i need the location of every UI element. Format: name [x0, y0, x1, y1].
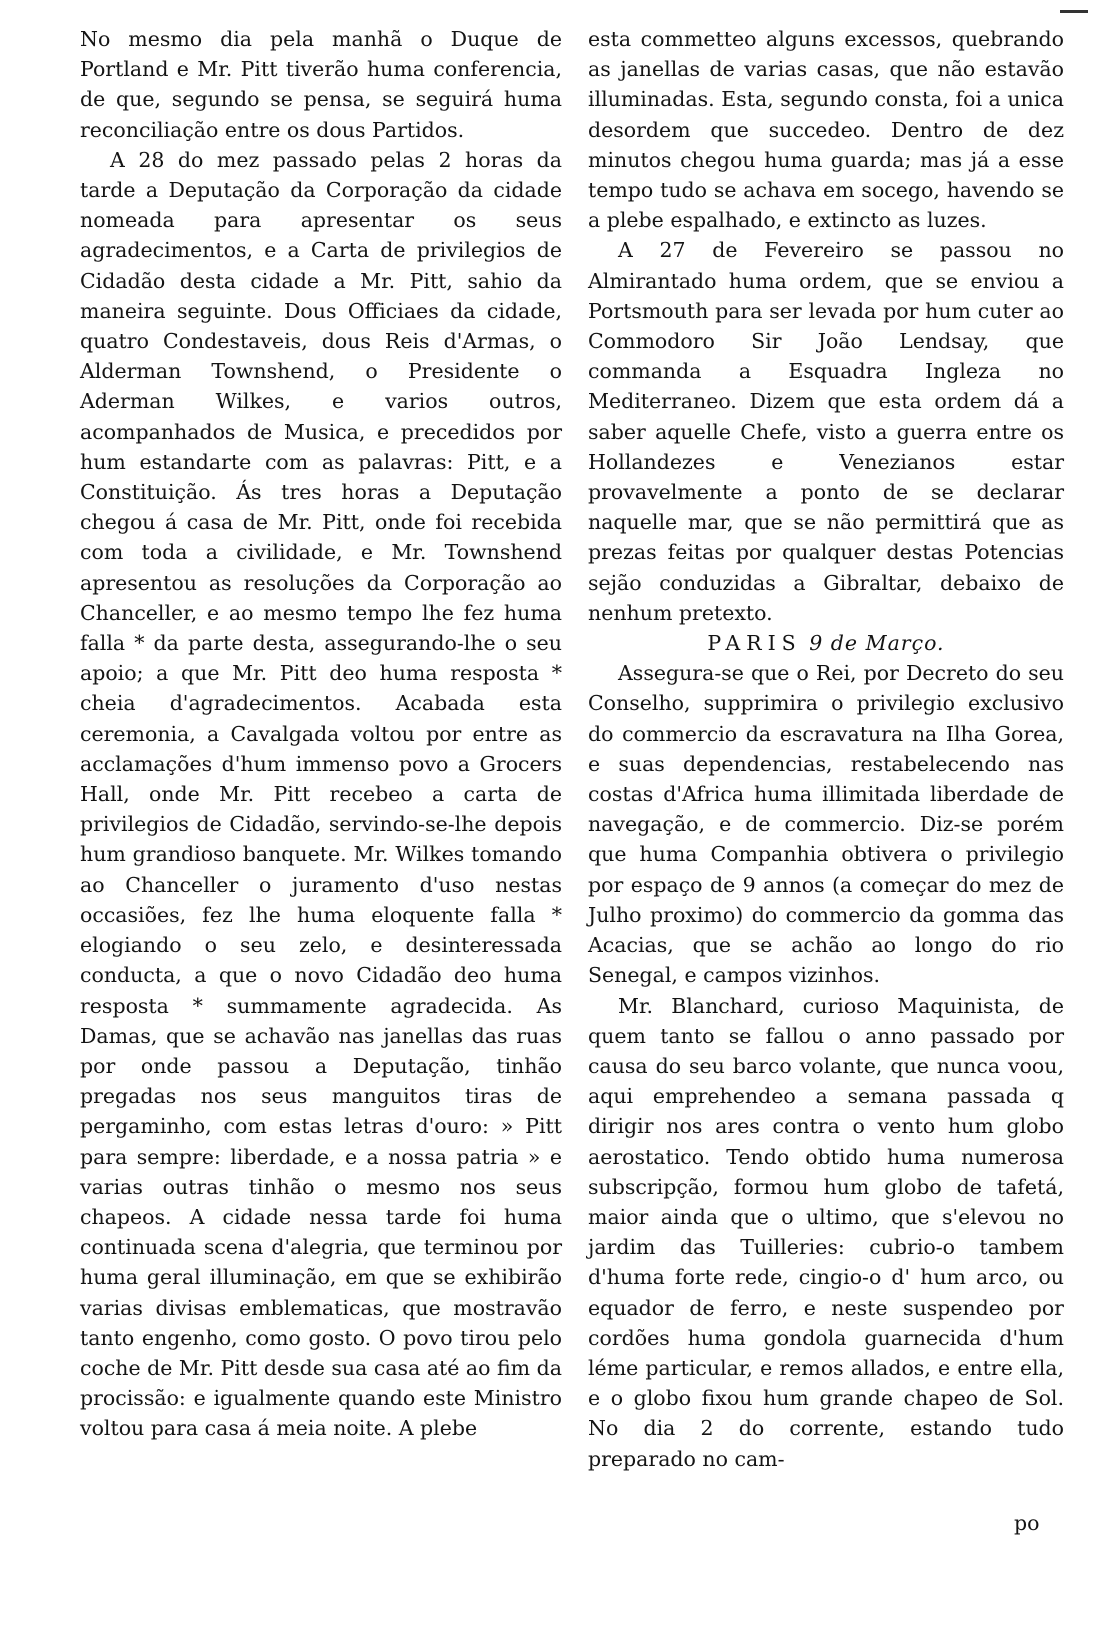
- right-paragraph-2: A 27 de Fevereiro se passou no Almirantado huma ordem, que se enviou a Portsmouth para ser levada por hum cuter ao Commodoro Sir João Lendsay, que commanda a Esquadra Ingleza no Mediterraneo. Dizem que esta ordem dá a saber aquelle Chefe, visto a guerra entre os Hollandezes e Venezianos estar provavelmente a ponto de se declarar naquelle mar, que se não permittirá que as prezas feitas por qualquer destas Potencias sejão conduzidas a Gibraltar, debaixo de nenhum pretexto.: [588, 238, 1064, 625]
- right-paragraph-3: Assegura-se que o Rei, por Decreto do seu Conselho, supprimira o privilegio exclusivo do commercio da escravatura na Ilha Gorea, e suas dependencias, restabelecendo nas costas d'Africa huma illimitada liberdade de navegação, e de commercio. Diz-se porém que huma Companhia obtivera o privilegio por espaço de 9 annos (a começar do mez de Julho proximo) do commercio da gomma das Acacias, que se achão ao longo do rio Senegal, e campos vizinhos.: [588, 661, 1064, 988]
- right-column: [588, 24, 1064, 1474]
- left-paragraph-2: A 28 do mez passado pelas 2 horas da tarde a Deputação da Corporação da cidade nomeada para apresentar os seus agradecimentos, e a Carta de privilegios de Cidadão desta cidade a Mr. Pitt, sahio da maneira seguinte. Dous Officiaes da cidade, quatro Condestaveis, dous Reis d'Armas, o Alderman Townshend, o Presidente o Aderman Wilkes, e varios outros, acompanhados de Musica, e precedidos por hum estandarte com as palavras: Pitt, e a Constituição. Ás tres horas a Deputação chegou á casa de Mr. Pitt, onde foi recebida com toda a civilidade, e Mr. Townshend apresentou as resoluções da Corporação ao Chanceller, e ao mesmo tempo lhe fez huma falla * da parte desta, assegurando-lhe o seu apoio; a que Mr. Pitt deo huma resposta * cheia d'agradecimentos. Acabada esta ceremonia, a Cavalgada voltou por entre as acclamações d'hum immenso povo a Grocers Hall, onde Mr. Pitt recebeo a carta de privilegios de Cidadão, servindo-se-lhe depois hum grandioso banquete. Mr. Wilkes tomando ao Chanceller o juramento d'uso nestas occasiões, fez lhe huma eloquente falla * elogiando o seu zelo, e desinteressada conducta, a que o novo Cidadão deo huma resposta * summamente agradecida. As Damas, que se achavão nas janellas das ruas por onde passou a Deputação, tinhão pregadas nos seus manguitos tiras de pergaminho, com estas letras d'ouro: » Pitt para sempre: liberdade, e a nossa patria » e varias outras tinhão o mesmo nos seus chapeos. A cidade nessa tarde foi huma continuada scena d'alegria, que terminou por huma geral illuminação, em que se exhibirão varias divisas emblematicas, que mostravão tanto engenho, como gosto. O povo tirou pelo coche de Mr. Pitt desde sua casa até ao fim da procissão: e igualmente quando este Ministro voltou para casa á meia noite. A plebe: [80, 147, 562, 1441]
- dateline: [588, 628, 1064, 658]
- dateline-date: 9 de Março.: [809, 631, 945, 656]
- left-column: [80, 24, 562, 1444]
- catchword: po: [1014, 1511, 1040, 1535]
- left-paragraph-1: No mesmo dia pela manhã o Duque de Portland e Mr. Pitt tiverão huma conferencia, de que, segundo se pensa, se seguirá huma reconciliação entre os dous Partidos.: [80, 27, 562, 142]
- right-paragraph-1: esta commetteo alguns excessos, quebrando as janellas de varias casas, que não estavão illuminadas. Esta, segundo consta, foi a unica desordem que succedeo. Dentro de dez minutos chegou huma guarda; mas já a esse tempo tudo se achava em socego, havendo se a plebe espalhado, e extincto as luzes.: [588, 27, 1064, 233]
- corner-print-mark: [1060, 10, 1088, 13]
- dateline-place: PARIS: [707, 631, 802, 656]
- right-paragraph-4: Mr. Blanchard, curioso Maquinista, de quem tanto se fallou o anno passado por causa do seu barco volante, que nunca voou, aqui emprehendeo a semana passada q dirigir nos ares contra o vento hum globo aerostatico. Tendo obtido huma numerosa subscripção, formou hum globo de tafetá, maior ainda que o ultimo, que s'elevou no jardim das Tuilleries: cubrio-o tambem d'huma forte rede, cingio-o d' hum arco, ou equador de ferro, e neste suspendeo por cordões huma gondola guarnecida d'hum léme particular, e remos allados, e entre ella, e o globo fixou hum grande chapeo de Sol. No dia 2 do corrente, estando tudo preparado no cam-: [588, 993, 1064, 1471]
